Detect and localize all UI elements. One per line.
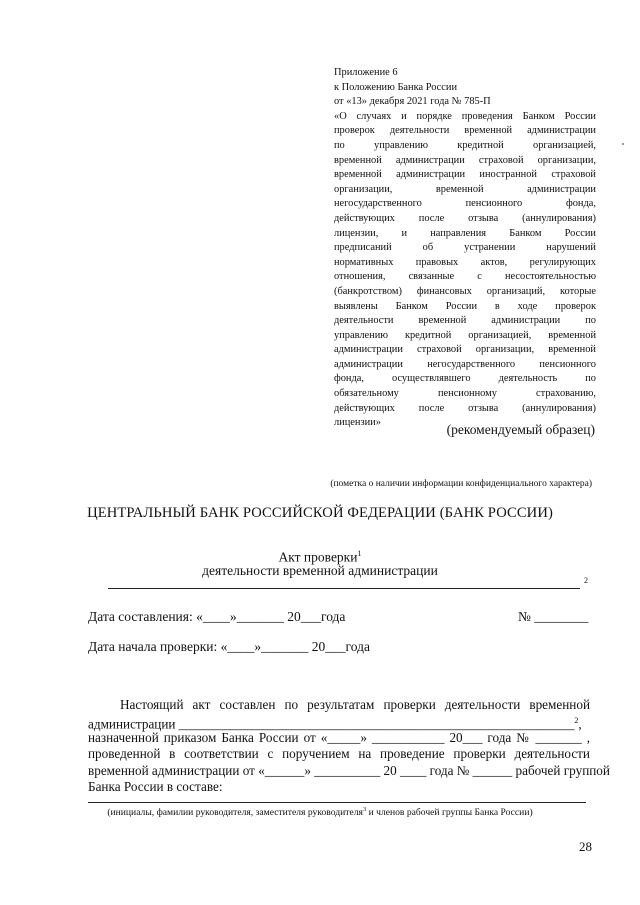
scan-speck [622, 143, 624, 145]
appendix-line: администрации негосударственного пенсионного [334, 358, 596, 370]
body-line-6: Банка России в составе: [88, 778, 223, 794]
appendix-line: к Положению Банка России [334, 81, 458, 93]
appendix-line: действующих после отзыва (аннулирования) [334, 212, 596, 224]
appendix-line: негосударственного пенсионного фонда, [334, 198, 596, 210]
compiled-date-field: Дата составления: «____»_______ 20___года [88, 609, 346, 624]
act-subtitle: деятельности временной администрации [202, 563, 438, 578]
bank-title: ЦЕНТРАЛЬНЫЙ БАНК РОССИЙСКОЙ ФЕДЕРАЦИИ (БАНК РОССИИ) [87, 505, 553, 521]
body-line-3: назначенной приказом Банка России от «_____» ___________ 20___ года № _______ , [88, 729, 590, 745]
appendix-line: проверок деятельности временной администрации [334, 125, 596, 137]
act-title-footnote: 1 [357, 549, 362, 558]
sample-label: (рекомендуемый образец) [446, 422, 595, 437]
appendix-line: нормативных правовых актов, регулирующих [334, 256, 596, 268]
caption-text-1: (инициалы, фамилии руководителя, заместителя руководителя [107, 807, 363, 819]
appendix-line: деятельности временной администрации по [334, 315, 596, 327]
appendix-line: временной администрации страховой организации, [334, 154, 596, 166]
appendix-line: по управлению кредитной организацией, [334, 139, 596, 151]
appendix-line: (банкротством) финансовых организаций, которые [334, 285, 596, 297]
body-line-2-footnote: 2 [574, 716, 579, 726]
confidentiality-note: (пометка о наличии информации конфиденциального характера) [330, 479, 592, 489]
appendix-line: администрации страховой организации, временной [334, 344, 596, 356]
appendix-line: выявлены Банком России в ходе проверок [334, 300, 596, 312]
administration-line-footnote: 2 [584, 576, 588, 585]
act-body-paragraph [88, 697, 610, 795]
appendix-line: временной администрации иностранной страховой [334, 169, 596, 181]
caption-footnote: 3 [362, 806, 367, 813]
working-group-line [88, 802, 586, 803]
working-group-caption [0, 806, 640, 818]
appendix-line: лицензии, и направления Банком России [334, 227, 596, 239]
appendix-line: лицензии» [334, 417, 381, 429]
appendix-header [334, 66, 596, 431]
body-line-5: временной администрации от «______» __________ 20 ____ года № ______ рабочей группой [88, 762, 610, 778]
appendix-line: от «13» декабря 2021 года № 785-П [334, 96, 491, 108]
body-line-4: проведенной в соответствии с поручением на проведение проверки деятельности [88, 746, 590, 762]
appendix-line: Приложение 6 [334, 67, 398, 78]
appendix-line: «О случаях и порядке проведения Банком России [334, 110, 596, 122]
appendix-line: отношения, связанные с несостоятельностью [334, 271, 596, 283]
appendix-line: организации, временной администрации [334, 183, 596, 195]
page-number: 28 [579, 839, 592, 854]
administration-name-line [108, 588, 580, 589]
act-title-text: Акт проверки [278, 549, 358, 565]
body-line-2-comma: , [578, 716, 582, 732]
body-line-2 [88, 713, 590, 732]
appendix-line: обязательному пенсионному страхованию, [334, 388, 596, 400]
appendix-line: фонда, осуществлявшего деятельность по [334, 373, 596, 385]
appendix-line: предписаний об устранении нарушений [334, 242, 596, 254]
caption-text-2: и членов рабочей группы Банка России) [366, 807, 533, 819]
body-line-2-text: администрации ____________________________________________________________ [88, 716, 575, 732]
act-number-field: № ________ [518, 609, 589, 624]
appendix-line: действующих после отзыва (аннулирования) [334, 402, 596, 414]
start-date-field: Дата начала проверки: «____»_______ 20___года [88, 639, 370, 654]
body-line-1: Настоящий акт составлен по результатам проверки деятельности временной [120, 697, 590, 712]
appendix-line: управлению кредитной организацией, временной [334, 329, 596, 341]
